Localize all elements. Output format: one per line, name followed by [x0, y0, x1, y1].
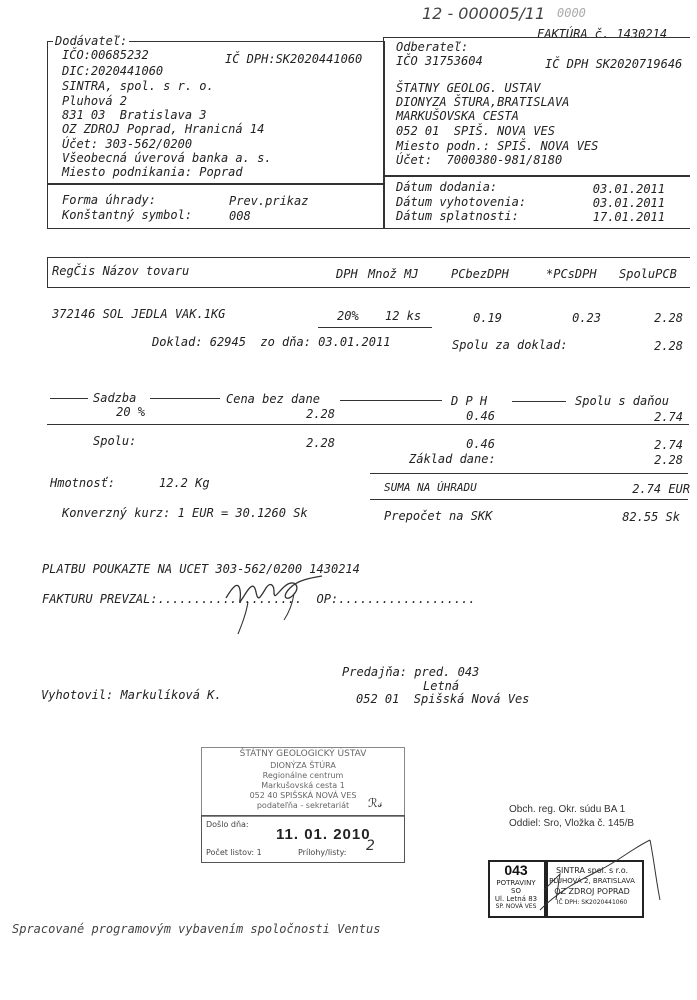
stamp-line5: 052 40 SPIŠSKÁ NOVÁ VES	[249, 791, 357, 800]
vat-spolu-label: Spolu s daňou	[575, 394, 669, 408]
registry-line1: Obch. reg. Okr. súdu BA 1	[509, 804, 626, 815]
store-stamp-number: 043	[504, 862, 528, 878]
store-street: Letná	[423, 679, 460, 693]
customer-ic-dph: IČ DPH SK2020719646	[545, 57, 683, 71]
customer-account: Účet: 7000380-981/8180	[396, 153, 563, 167]
supplier-bank: Všeobecná úverová banka a. s.	[62, 151, 272, 165]
vat-sadzba-label: Sadzba	[93, 391, 137, 405]
stamp-line6: podateľňa - sekretariát	[256, 801, 350, 810]
invoice-number: FAKTÚRA č. 1430214	[537, 27, 668, 41]
supplier-name: SINTRA, spol. s r. o.	[62, 79, 214, 93]
vat-rule	[150, 398, 220, 399]
due-date-value: 17.01.2011	[592, 210, 665, 224]
faded-reference: 0000	[557, 6, 586, 20]
supplier-label: Dodávateľ:	[55, 34, 128, 48]
stamp-initials: ℛ𝓈	[368, 796, 382, 810]
pocet-label: Počet listov: 1	[206, 848, 262, 857]
sintra-stamp-line3: OZ ZDROJ POPRAD	[554, 887, 630, 896]
suma-value: 2.74 EUR	[632, 482, 690, 496]
payment-symbol-value: 008	[229, 209, 251, 223]
stamp-signature	[520, 830, 680, 930]
prilohy-value: 2	[366, 838, 375, 854]
weight-label: Hmotnosť:	[50, 476, 116, 490]
issued-by: Vyhotovil: Markulíková K.	[41, 688, 222, 702]
item-pcs: 0.23	[572, 311, 601, 325]
suma-bottom-rule	[370, 499, 688, 500]
issue-date-label: Dátum vyhotovenia:	[396, 195, 527, 209]
col-pcs: *PCsDPH	[546, 267, 597, 281]
customer-street: MARKUŠOVSKA CESTA	[396, 109, 519, 123]
store-city: 052 01 Spišská Nová Ves	[356, 692, 530, 706]
store-label: Predajňa: pred. 043	[342, 665, 480, 679]
customer-ico: IČO 31753604	[396, 54, 483, 68]
spolu-dph: 0.46	[466, 437, 495, 451]
spolu-base: 2.28	[306, 436, 335, 450]
vat-divider	[47, 424, 689, 425]
supplier-dic: DIC:2020441060	[62, 64, 164, 78]
conversion-rate: Konverzný kurz: 1 EUR = 30.1260 Sk	[62, 506, 308, 520]
sintra-stamp-line4: IČ DPH: SK2020441060	[556, 899, 628, 906]
spolu-label: Spolu:	[93, 434, 137, 448]
vat-cena-label: Cena bez dane	[226, 392, 320, 406]
store-stamp-line1: POTRAVINY	[496, 879, 536, 887]
due-date-label: Dátum splatnosti:	[396, 209, 519, 223]
store-stamp-line2: SO	[511, 887, 521, 895]
vat-rule	[50, 398, 88, 399]
supplier-city: 831 03 Bratislava 3	[62, 108, 207, 122]
vat-dph-label: D P H	[451, 394, 488, 408]
software-note: Spracované programovým vybavením spoločnosti Ventus	[12, 922, 381, 936]
suma-top-rule	[370, 473, 688, 474]
vat-total: 2.74	[654, 410, 683, 424]
issue-date-value: 03.01.2011	[592, 196, 665, 210]
payment-form-label: Forma úhrady:	[62, 193, 156, 207]
stamp-line3: Regionálne centrum	[262, 771, 344, 780]
payment-symbol-label: Konštantný symbol:	[62, 208, 193, 222]
received-date: 11. 01. 2010	[276, 826, 371, 843]
supplier-street: Pluhová 2	[62, 94, 128, 108]
customer-name1: ŠTATNY GEOLOG. USTAV	[396, 81, 541, 95]
vat-rule	[340, 400, 442, 401]
stamp-line4: Markušovská cesta 1	[261, 781, 345, 790]
invoice-received: FAKTURU PREVZAL:.................... OP:...................	[42, 592, 476, 606]
registry-line2: Oddiel: Sro, Vložka č. 145/B	[509, 818, 635, 829]
item-underline	[318, 327, 432, 328]
col-dph: DPH	[336, 267, 358, 281]
prepocet-label: Prepočet na SKK	[384, 509, 493, 523]
item-dph: 20%	[337, 309, 359, 323]
supplier-branch: OZ ZDROJ Poprad, Hranicná 14	[62, 122, 265, 136]
item-code-name: 372146 SOL JEDLA VAK.1KG	[52, 307, 226, 321]
doslo-label: Došlo dňa:	[206, 820, 249, 829]
supplier-ico: IČO:00685232	[62, 48, 149, 62]
spolu-total: 2.74	[654, 438, 683, 452]
payment-form-value: Prev.prikaz	[229, 194, 309, 208]
handwritten-reference: 12 - 000005/11	[422, 4, 546, 23]
stamp-line2: DIONÝZA ŠTÚRA	[270, 761, 336, 770]
doklad-info: Doklad: 62945 zo dňa: 03.01.2011	[152, 335, 391, 349]
stamp-line1: ŠTÁTNY GEOLOGICKÝ ÚSTAV	[239, 749, 367, 759]
item-qty: 12 ks	[385, 309, 422, 323]
sintra-stamp-line2: PLUHOVÁ 2, BRATISLAVA	[549, 877, 635, 885]
col-regcis-nazov: RegČis Názov tovaru	[52, 264, 190, 278]
col-mnoz: Množ MJ	[368, 267, 419, 281]
weight-value: 12.2 Kg	[159, 476, 210, 490]
store-stamp-line3: Ul. Letná 83	[494, 895, 538, 903]
doklad-total-label: Spolu za doklad:	[452, 338, 568, 352]
delivery-date-value: 03.01.2011	[592, 182, 665, 196]
supplier-account: Účet: 303-562/0200	[62, 137, 193, 151]
item-spolu: 2.28	[654, 311, 683, 325]
vat-rate: 20 %	[116, 405, 145, 419]
zaklad-label: Základ dane:	[409, 452, 496, 466]
sintra-stamp-line1: SINTRA spol. s r.o.	[555, 866, 629, 875]
prilohy-label: Prílohy/listy:	[298, 848, 347, 857]
vat-base: 2.28	[306, 407, 335, 421]
customer-name2: DIONYZA ŠTURA,BRATISLAVA	[396, 95, 570, 109]
zaklad-value: 2.28	[654, 453, 683, 467]
store-stamp-line4: SP. NOVÁ VES	[495, 903, 537, 910]
col-spolu: SpoluPCB	[619, 267, 677, 281]
delivery-date-label: Dátum dodania:	[396, 180, 498, 194]
doklad-total-value: 2.28	[654, 339, 683, 353]
supplier-place: Miesto podnikania: Poprad	[62, 165, 243, 179]
payment-instruction: PLATBU POUKAZTE NA UCET 303-562/0200 1430214	[42, 562, 360, 576]
vat-rule	[512, 401, 566, 402]
customer-city: 052 01 SPIŠ. NOVA VES	[396, 124, 555, 138]
customer-label: Odberateľ:	[396, 40, 469, 54]
item-pcbez: 0.19	[473, 311, 502, 325]
col-pcbez: PCbezDPH	[451, 267, 509, 281]
prepocet-value: 82.55 Sk	[622, 510, 680, 524]
customer-place: Miesto podn.: SPIŠ. NOVA VES	[396, 139, 599, 153]
supplier-ic-dph: IČ DPH:SK2020441060	[225, 52, 363, 66]
signature	[218, 558, 328, 638]
vat-dph: 0.46	[466, 409, 495, 423]
suma-label: SUMA NA ÚHRADU	[384, 481, 477, 494]
